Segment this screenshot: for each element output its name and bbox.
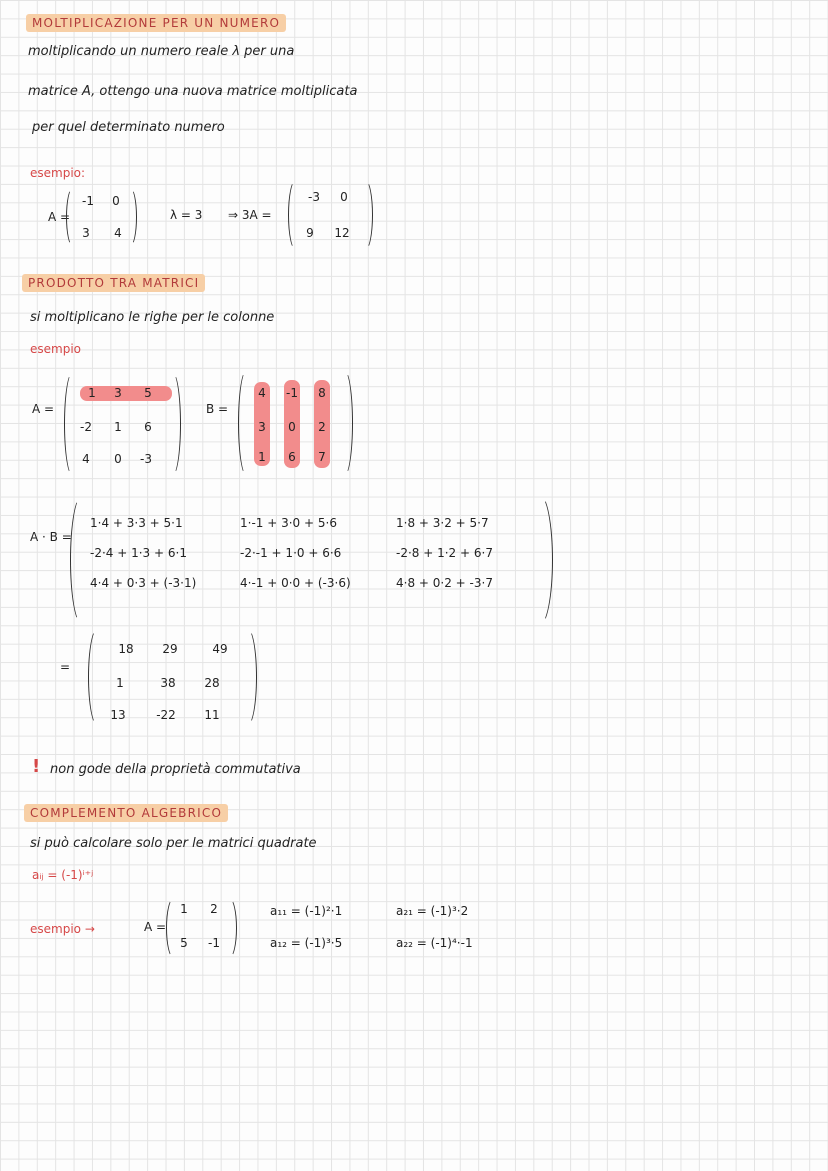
result-right-paren: [238, 628, 257, 726]
example-label-2: esempio: [30, 342, 81, 356]
matrix-b-cell: 3: [258, 420, 266, 434]
matrix-3a-cell: 9: [306, 226, 314, 240]
cofactor-result: a₁₁ = (-1)²·1: [270, 904, 343, 918]
matrix-b-right-paren: [336, 370, 353, 476]
result-cell: 28: [204, 676, 220, 690]
result-cell: 1: [116, 676, 124, 690]
matrix-a-cell: 4: [82, 452, 90, 466]
matrix-b-cell: -1: [286, 386, 298, 400]
matrix-b-cell: 7: [318, 450, 326, 464]
product-rule-text: si moltiplicano le righe per le colonne: [30, 310, 275, 325]
matrix-b-cell: 6: [288, 450, 296, 464]
matrix-a-label-2: A =: [32, 402, 55, 416]
matrix-3a-cell: 12: [334, 226, 350, 240]
heading-product: PRODOTTO TRA MATRICI: [22, 274, 205, 292]
result-cell: 13: [110, 708, 126, 722]
matrix-a-cell: 2: [210, 902, 218, 916]
expansion-cell: 4·8 + 0·2 + -3·7: [396, 576, 493, 590]
expansion-cell: 4·-1 + 0·0 + (-3·6): [240, 576, 351, 590]
matrix-b-cell: 2: [318, 420, 326, 434]
expansion-cell: -2·8 + 1·2 + 6·7: [396, 546, 493, 560]
heading-multiplication: MOLTIPLICAZIONE PER UN NUMERO: [26, 14, 286, 32]
matrix-b-cell: 1: [258, 450, 266, 464]
result-cell: 18: [118, 642, 134, 656]
matrix-a-cell: -2: [80, 420, 92, 434]
matrix-a-cell: 1: [180, 902, 188, 916]
matrix-a-cell: 5: [180, 936, 188, 950]
matrix-b-cell: 0: [288, 420, 296, 434]
cofactor-result: a₂₁ = (-1)³·2: [396, 904, 469, 918]
matrix-b-label: B =: [206, 402, 229, 416]
matrix-a-cell: 1: [88, 386, 96, 400]
matrix-a-label-3: A =: [144, 920, 167, 934]
matrix-a-cell: -1: [208, 936, 220, 950]
expansion-cell: -2·-1 + 1·0 + 6·6: [240, 546, 342, 560]
matrix-a-cell: 5: [144, 386, 152, 400]
expansion-right-paren: [526, 494, 553, 626]
text-line-3: per quel determinato numero: [32, 120, 225, 135]
matrix-3a-cell: 0: [340, 190, 348, 204]
lambda-value: λ = 3: [170, 208, 203, 222]
matrix-a-cell: 3: [114, 386, 122, 400]
cofactor-formula: aᵢⱼ = (-1)ⁱ⁺ʲ: [32, 868, 94, 882]
matrix-3a-right-paren: [358, 180, 373, 250]
example-label-1: esempio:: [30, 166, 86, 180]
expansion-cell: 1·-1 + 3·0 + 5·6: [240, 516, 337, 530]
cofactor-result: a₂₂ = (-1)⁴·-1: [396, 936, 473, 950]
expansion-cell: -2·4 + 1·3 + 6·1: [90, 546, 187, 560]
matrix-b-cell: 4: [258, 386, 266, 400]
result-cell: 29: [162, 642, 178, 656]
result-cell: 38: [160, 676, 176, 690]
expansion-cell: 4·4 + 0·3 + (-3·1): [90, 576, 197, 590]
matrix-a-cell: 1: [114, 420, 122, 434]
matrix-3a-cell: -3: [308, 190, 320, 204]
cofactor-rule-text: si può calcolare solo per le matrici quadrate: [30, 836, 317, 851]
ab-label: A · B =: [30, 530, 72, 544]
text-line-1: moltiplicando un numero reale λ per una: [28, 44, 295, 59]
result-cell: 49: [212, 642, 228, 656]
matrix-a-cell: 4: [114, 226, 122, 240]
matrix-a-cell: 0: [112, 194, 120, 208]
matrix-a-cell: -1: [82, 194, 94, 208]
matrix-a-cell: 6: [144, 420, 152, 434]
matrix-a-cell: 3: [82, 226, 90, 240]
result-cell: -22: [156, 708, 176, 722]
matrix-b-cell: 8: [318, 386, 326, 400]
implies-3a-label: ⇒ 3A =: [228, 208, 272, 222]
equals-sign: =: [60, 660, 71, 674]
example-label-3: esempio →: [30, 922, 95, 936]
matrix-a-cell: 0: [114, 452, 122, 466]
text-line-2: matrice A, ottengo una nuova matrice moltiplicata: [28, 84, 358, 99]
expansion-cell: 1·4 + 3·3 + 5·1: [90, 516, 183, 530]
warning-mark: !: [32, 756, 41, 777]
cofactor-result: a₁₂ = (-1)³·5: [270, 936, 343, 950]
commutative-note: non gode della proprietà commutativa: [50, 762, 301, 777]
matrix-a-label-1: A =: [48, 210, 71, 224]
heading-cofactor: COMPLEMENTO ALGEBRICO: [24, 804, 228, 822]
matrix-a-cell: -3: [140, 452, 152, 466]
result-cell: 11: [204, 708, 220, 722]
expansion-cell: 1·8 + 3·2 + 5·7: [396, 516, 489, 530]
